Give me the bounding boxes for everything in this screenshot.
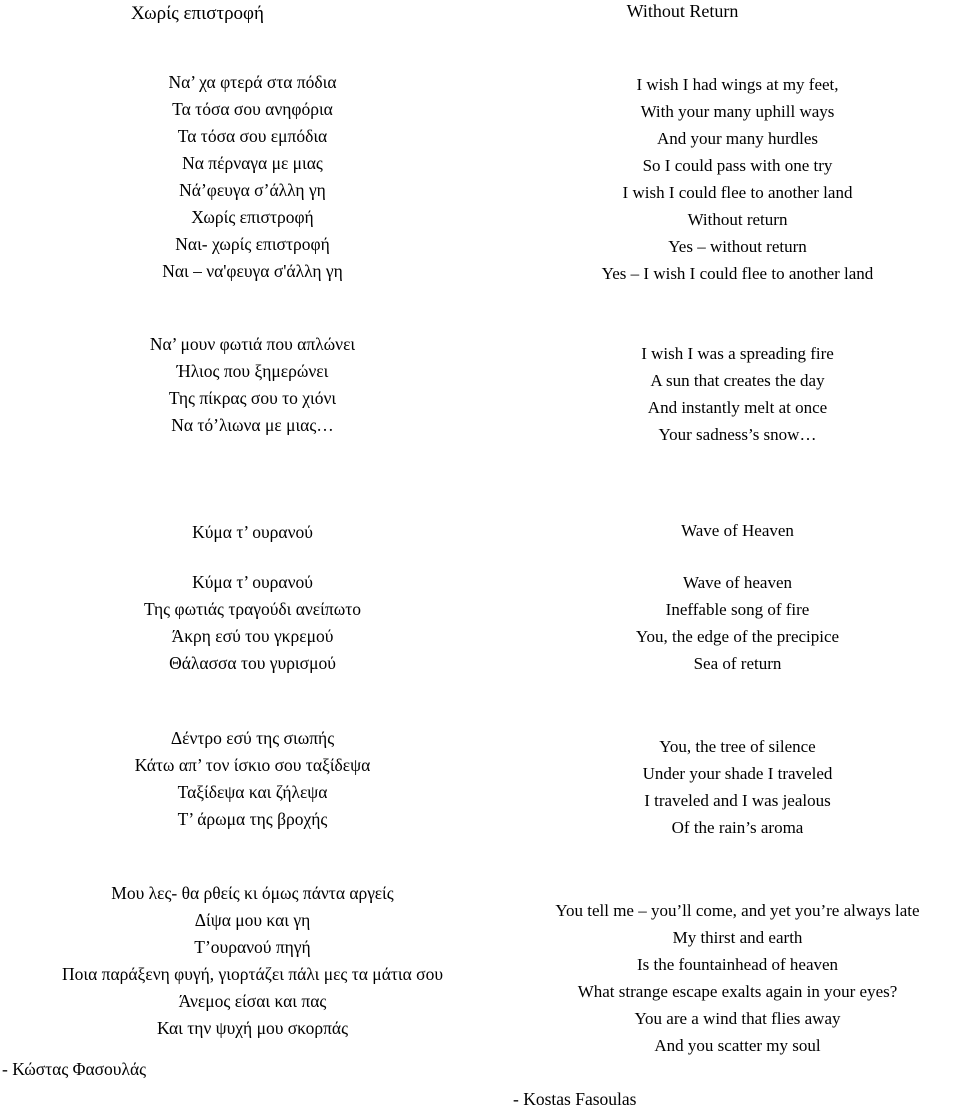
greek-stanza-4 xyxy=(0,569,505,677)
verse-line: Under your shade I traveled xyxy=(642,764,833,783)
verse-line: Να τό’λιωνα με μιας… xyxy=(171,415,334,435)
verse-line: Τα τόσα σου εμπόδια xyxy=(177,126,328,146)
verse-line: Άκρη εσύ του γκρεμού xyxy=(171,626,334,646)
verse-line: What strange escape exalts again in your eyes? xyxy=(577,982,898,1001)
verse-line: And you scatter my soul xyxy=(654,1036,821,1055)
verse-line: With your many uphill ways xyxy=(640,102,835,121)
verse-line: You, the tree of silence xyxy=(659,737,816,756)
verse-line: Να’ μουν φωτιά που απλώνει xyxy=(149,334,356,354)
english-stanza-2 xyxy=(515,340,960,448)
verse-line: Wave of Heaven xyxy=(681,521,794,540)
english-stanza-5 xyxy=(515,733,960,841)
greek-stanza-5 xyxy=(0,725,505,833)
verse-line: And instantly melt at once xyxy=(647,398,828,417)
verse-line: Της πίκρας σου το χιόνι xyxy=(168,388,337,408)
verse-line: Δέντρο εσύ της σιωπής xyxy=(170,728,335,748)
verse-line: Sea of return xyxy=(693,654,782,673)
verse-line: Ναι- χωρίς επιστροφή xyxy=(175,234,330,254)
verse-line: Yes – without return xyxy=(668,237,807,256)
verse-line: Ineffable song of fire xyxy=(665,600,810,619)
verse-line: Δίψα μου και γη xyxy=(194,910,311,930)
greek-attribution: - Κώστας Φασουλάς xyxy=(2,1059,147,1079)
verse-line: Της φωτιάς τραγούδι ανείπωτο xyxy=(143,599,361,619)
verse-line: Χωρίς επιστροφή xyxy=(191,207,314,227)
verse-line: Ποια παράξενη φυγή, γιορτάζει πάλι μες τα μάτια σου xyxy=(62,964,443,984)
verse-line: Your sadness’s snow… xyxy=(658,425,817,444)
greek-stanza-6 xyxy=(0,880,505,1042)
verse-line: You tell me – you’ll come, and yet you’re always late xyxy=(555,901,920,920)
verse-line: Is the fountainhead of heaven xyxy=(636,955,839,974)
verse-line: I wish I was a spreading fire xyxy=(641,344,834,363)
verse-line: Να πέρναγα με μιας xyxy=(182,153,323,173)
verse-line: You, the edge of the precipice xyxy=(635,627,840,646)
verse-line: Ναι – να'φευγα σ'άλλη γη xyxy=(162,261,343,281)
verse-line: Ταξίδεψα και ζήλεψα xyxy=(177,782,328,802)
greek-stanza-2 xyxy=(0,331,505,439)
verse-line: Τ’ άρωμα της βροχής xyxy=(177,809,328,829)
verse-line: Yes – I wish I could flee to another land xyxy=(601,264,874,283)
verse-line: So I could pass with one try xyxy=(642,156,833,175)
verse-line: Τ’ουρανού πηγή xyxy=(194,937,311,957)
greek-stanza-1 xyxy=(0,69,505,285)
english-stanza-6 xyxy=(515,897,960,1059)
verse-line: Κύμα τ’ ουρανού xyxy=(192,572,313,592)
english-attribution: - Kostas Fasoulas xyxy=(513,1089,637,1109)
verse-line: Κύμα τ’ ουρανού xyxy=(192,522,313,542)
verse-line: A sun that creates the day xyxy=(650,371,825,390)
greek-title: Χωρίς επιστροφή xyxy=(131,3,264,24)
verse-line: Και την ψυχή μου σκορπάς xyxy=(156,1018,349,1038)
verse-line: I traveled and I was jealous xyxy=(644,791,831,810)
verse-line: My thirst and earth xyxy=(672,928,803,947)
verse-line: Wave of heaven xyxy=(682,573,793,592)
greek-stanza-3 xyxy=(0,519,505,546)
verse-line: Μου λες- θα ρθείς κι όμως πάντα αργείς xyxy=(111,883,394,903)
verse-line: And your many hurdles xyxy=(656,129,818,148)
verse-line: Να’ χα φτερά στα πόδια xyxy=(168,72,337,92)
verse-line: I wish I had wings at my feet, xyxy=(636,75,839,94)
english-title: Without Return xyxy=(626,1,739,21)
verse-line: Without return xyxy=(687,210,788,229)
verse-line: Τα τόσα σου ανηφόρια xyxy=(172,99,333,119)
english-stanza-3 xyxy=(515,517,960,544)
verse-line: Of the rain’s aroma xyxy=(671,818,804,837)
verse-line: Άνεμος είσαι και πας xyxy=(178,991,327,1011)
verse-line: Νά’φευγα σ’άλλη γη xyxy=(179,180,326,200)
verse-line: You are a wind that flies away xyxy=(634,1009,841,1028)
verse-line: I wish I could flee to another land xyxy=(622,183,853,202)
verse-line: Κάτω απ’ τον ίσκιο σου ταξίδεψα xyxy=(134,755,371,775)
english-stanza-4 xyxy=(515,569,960,677)
english-stanza-1 xyxy=(515,71,960,287)
verse-line: Θάλασσα του γυρισμού xyxy=(169,653,336,673)
verse-line: Ήλιος που ξημερώνει xyxy=(176,361,329,381)
